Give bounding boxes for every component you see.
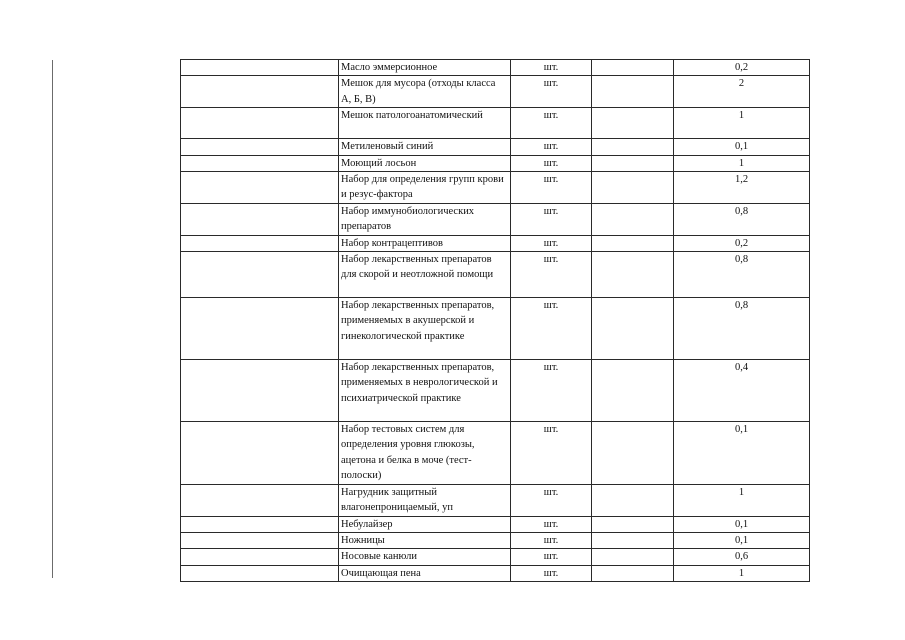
empty-cell — [181, 172, 339, 204]
item-name: Набор иммунобиологических препаратов — [339, 203, 511, 235]
table-row — [181, 565, 810, 581]
empty-cell — [592, 76, 674, 108]
empty-cell — [181, 60, 339, 76]
empty-cell — [592, 516, 674, 532]
item-unit: шт. — [511, 565, 592, 581]
item-name: Набор лекарственных препаратов, применяемых в неврологической и психиатрической практике — [339, 360, 511, 422]
empty-cell — [181, 203, 339, 235]
table-row — [181, 203, 810, 235]
item-name: Очищающая пена — [339, 565, 511, 581]
page-margin-rule — [52, 60, 53, 578]
item-unit: шт. — [511, 360, 592, 422]
empty-cell — [181, 422, 339, 485]
empty-cell — [181, 298, 339, 360]
empty-cell — [181, 565, 339, 581]
empty-cell — [181, 516, 339, 532]
item-unit: шт. — [511, 516, 592, 532]
empty-cell — [592, 298, 674, 360]
item-unit: шт. — [511, 422, 592, 485]
item-name: Набор лекарственных препаратов для скорой и неотложной помощи — [339, 252, 511, 298]
empty-cell — [181, 532, 339, 548]
supplies-table — [180, 59, 810, 582]
item-quantity: 2 — [674, 76, 810, 108]
item-quantity: 1 — [674, 108, 810, 139]
table-row — [181, 252, 810, 298]
item-name: Мешок для мусора (отходы класса А, Б, В) — [339, 76, 511, 108]
table-row — [181, 235, 810, 251]
item-unit: шт. — [511, 155, 592, 171]
item-name: Мешок патологоанатомический — [339, 108, 511, 139]
item-quantity: 0,8 — [674, 298, 810, 360]
item-name: Набор контрацептивов — [339, 235, 511, 251]
item-unit: шт. — [511, 172, 592, 204]
empty-cell — [181, 76, 339, 108]
empty-cell — [592, 252, 674, 298]
item-name: Набор лекарственных препаратов, применяемых в акушерской и гинекологической практике — [339, 298, 511, 360]
empty-cell — [592, 532, 674, 548]
item-unit: шт. — [511, 298, 592, 360]
item-quantity: 1 — [674, 484, 810, 516]
empty-cell — [592, 108, 674, 139]
table-row — [181, 549, 810, 565]
table-row — [181, 360, 810, 422]
table-row — [181, 108, 810, 139]
empty-cell — [592, 235, 674, 251]
table-row — [181, 155, 810, 171]
item-quantity: 1,2 — [674, 172, 810, 204]
item-name: Небулайзер — [339, 516, 511, 532]
item-quantity: 0,1 — [674, 422, 810, 485]
empty-cell — [181, 139, 339, 155]
empty-cell — [592, 565, 674, 581]
item-quantity: 0,1 — [674, 516, 810, 532]
item-quantity: 0,2 — [674, 235, 810, 251]
item-name: Носовые канюли — [339, 549, 511, 565]
empty-cell — [592, 60, 674, 76]
table-row — [181, 532, 810, 548]
empty-cell — [592, 422, 674, 485]
empty-cell — [181, 155, 339, 171]
table-row — [181, 298, 810, 360]
item-name: Метиленовый синий — [339, 139, 511, 155]
item-name: Набор для определения групп крови и резус-фактора — [339, 172, 511, 204]
item-unit: шт. — [511, 235, 592, 251]
empty-cell — [181, 484, 339, 516]
empty-cell — [592, 484, 674, 516]
table-row — [181, 516, 810, 532]
empty-cell — [181, 549, 339, 565]
item-name: Нагрудник защитный влагонепроницаемый, уп — [339, 484, 511, 516]
table-row — [181, 484, 810, 516]
item-unit: шт. — [511, 108, 592, 139]
table-row — [181, 139, 810, 155]
item-unit: шт. — [511, 532, 592, 548]
empty-cell — [592, 549, 674, 565]
empty-cell — [592, 360, 674, 422]
table-row — [181, 76, 810, 108]
empty-cell — [181, 235, 339, 251]
item-quantity: 0,6 — [674, 549, 810, 565]
empty-cell — [592, 155, 674, 171]
item-quantity: 0,2 — [674, 60, 810, 76]
empty-cell — [592, 139, 674, 155]
empty-cell — [181, 108, 339, 139]
item-name: Моющий лосьон — [339, 155, 511, 171]
item-name: Ножницы — [339, 532, 511, 548]
item-quantity: 1 — [674, 565, 810, 581]
item-unit: шт. — [511, 549, 592, 565]
empty-cell — [592, 172, 674, 204]
item-unit: шт. — [511, 484, 592, 516]
item-quantity: 0,1 — [674, 532, 810, 548]
table-row — [181, 422, 810, 485]
item-name: Масло эммерсионное — [339, 60, 511, 76]
empty-cell — [181, 360, 339, 422]
item-quantity: 0,8 — [674, 252, 810, 298]
item-unit: шт. — [511, 203, 592, 235]
item-quantity: 1 — [674, 155, 810, 171]
item-unit: шт. — [511, 60, 592, 76]
item-unit: шт. — [511, 76, 592, 108]
empty-cell — [181, 252, 339, 298]
item-unit: шт. — [511, 252, 592, 298]
table-row — [181, 172, 810, 204]
item-unit: шт. — [511, 139, 592, 155]
item-name: Набор тестовых систем для определения уровня глюкозы, ацетона и белка в моче (тест-полоски) — [339, 422, 511, 485]
table-row — [181, 60, 810, 76]
empty-cell — [592, 203, 674, 235]
item-quantity: 0,4 — [674, 360, 810, 422]
item-quantity: 0,8 — [674, 203, 810, 235]
item-quantity: 0,1 — [674, 139, 810, 155]
